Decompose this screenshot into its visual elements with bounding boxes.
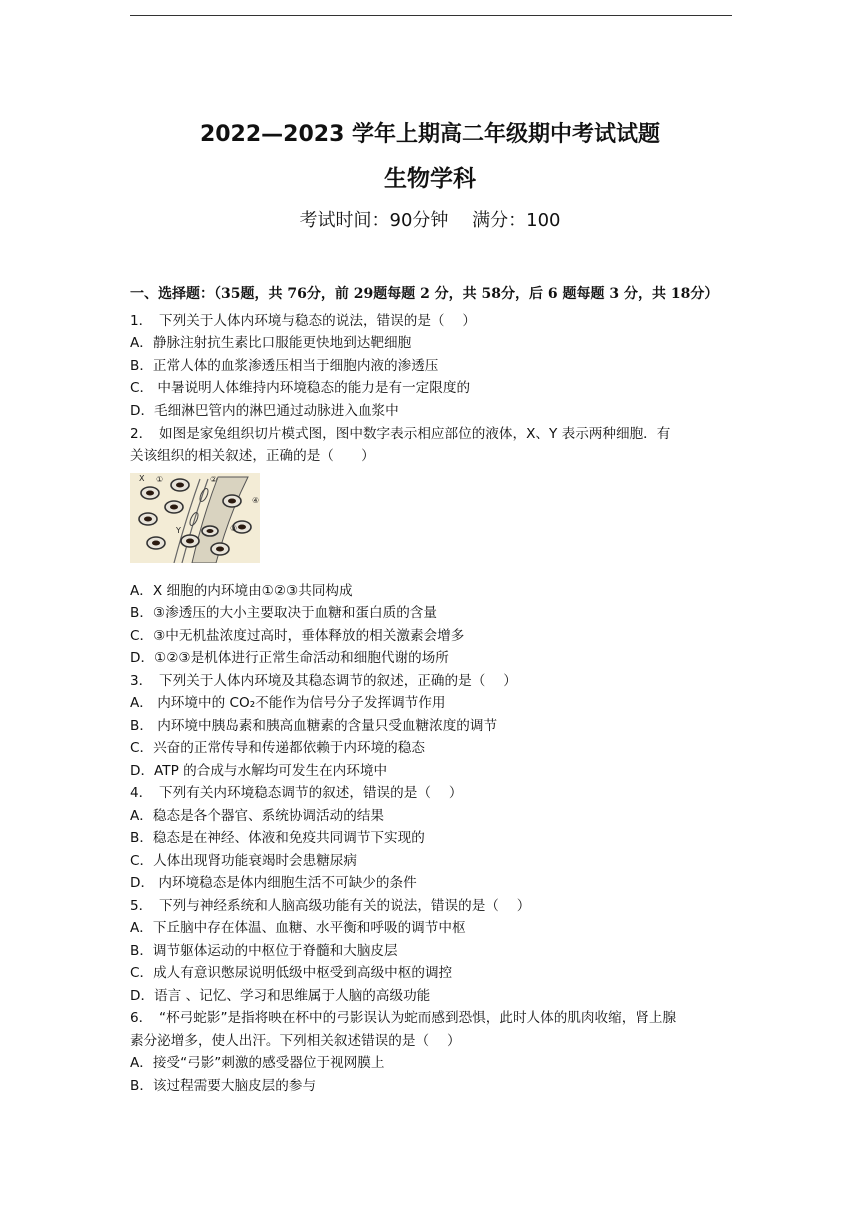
question-4-option-b: B．稳态是在神经、体液和免疫共同调节下实现的: [130, 830, 425, 846]
section-heading: 一、选择题：（35题，共 76分，前 29题每题 2 分，共 58分，后 6 题每题 3 分，共 18分）: [130, 286, 719, 302]
question-4-option-a: A．稳态是各个器官、系统协调活动的结果: [130, 808, 384, 824]
figure-label-4: ④: [252, 496, 260, 505]
question-2-stem-cont: 关该组织的相关叙述，正确的是（ ）: [130, 448, 375, 464]
question-2-option-c: C．③中无机盐浓度过高时，垂体释放的相关激素会增多: [130, 628, 465, 644]
question-6-stem-cont: 素分泌增多，使人出汗。下列相关叙述错误的是（ ）: [130, 1033, 461, 1049]
question-1-option-c: C． 中暑说明人体维持内环境稳态的能力是有一定限度的: [130, 380, 471, 396]
question-4-option-c: C．人体出现肾功能衰竭时会患糖尿病: [130, 853, 357, 869]
question-2-option-d: D．①②③是机体进行正常生命活动和细胞代谢的场所: [130, 650, 449, 666]
figure-label-3: ③: [230, 524, 238, 533]
question-1-option-a: A．静脉注射抗生素比口服能更快地到达靶细胞: [130, 335, 412, 351]
question-6-option-a: A．接受“弓影”刺激的感受器位于视网膜上: [130, 1055, 385, 1071]
question-4-stem: 4． 下列有关内环境稳态调节的叙述，错误的是（ ）: [130, 785, 463, 801]
question-5-option-b: B．调节躯体运动的中枢位于脊髓和大脑皮层: [130, 943, 398, 959]
question-1-option-d: D．毛细淋巴管内的淋巴通过动脉进入血浆中: [130, 403, 399, 419]
question-1-option-b: B．正常人体的血浆渗透压相当于细胞内液的渗透压: [130, 358, 439, 374]
question-5-option-d: D．语言 、记忆、学习和思维属于人脑的高级功能: [130, 988, 431, 1004]
question-5-option-a: A．下丘脑中存在体温、血糖、水平衡和呼吸的调节中枢: [130, 920, 466, 936]
figure-label-y: Y: [176, 526, 181, 535]
question-2-stem: 2． 如图是家兔组织切片模式图，图中数字表示相应部位的液体，X、Y 表示两种细胞．有: [130, 426, 671, 442]
question-6-stem: 6． “杯弓蛇影”是指将映在杯中的弓影误认为蛇而感到恐惧，此时人体的肌肉收缩，肾上腺: [130, 1010, 677, 1026]
question-3-option-c: C．兴奋的正常传导和传递都依赖于内环境的稳态: [130, 740, 425, 756]
question-2-option-b: B．③渗透压的大小主要取决于血糖和蛋白质的含量: [130, 605, 437, 621]
question-6-option-b: B．该过程需要大脑皮层的参与: [130, 1078, 317, 1094]
question-2-option-a: A．X 细胞的内环境由①②③共同构成: [130, 583, 353, 599]
question-3-option-a: A． 内环境中的 CO₂不能作为信号分子发挥调节作用: [130, 695, 446, 711]
question-3-option-d: D．ATP 的合成与水解均可发生在内环境中: [130, 763, 388, 779]
question-5-stem: 5． 下列与神经系统和人脑高级功能有关的说法，错误的是（ ）: [130, 898, 531, 914]
question-3-option-b: B． 内环境中胰岛素和胰高血糖素的含量只受血糖浓度的调节: [130, 718, 498, 734]
exam-info: 考试时间：90分钟 满分：100: [299, 210, 561, 231]
figure-label-1: ①: [156, 475, 164, 484]
question-1-stem: 1． 下列关于人体内环境与稳态的说法，错误的是（ ）: [130, 313, 477, 329]
exam-title: 2022—2023 学年上期高二年级期中考试试题: [199, 122, 661, 147]
question-5-option-c: C．成人有意识憋尿说明低级中枢受到高级中枢的调控: [130, 965, 453, 981]
tissue-section-figure: [130, 473, 260, 563]
subject-title: 生物学科: [384, 166, 476, 192]
figure-label-x: X: [139, 474, 145, 483]
figure-label-2: ②: [210, 475, 218, 484]
header-rule: [130, 15, 732, 16]
question-4-option-d: D． 内环境稳态是体内细胞生活不可缺少的条件: [130, 875, 417, 891]
question-3-stem: 3． 下列关于人体内环境及其稳态调节的叙述，正确的是（ ）: [130, 673, 517, 689]
